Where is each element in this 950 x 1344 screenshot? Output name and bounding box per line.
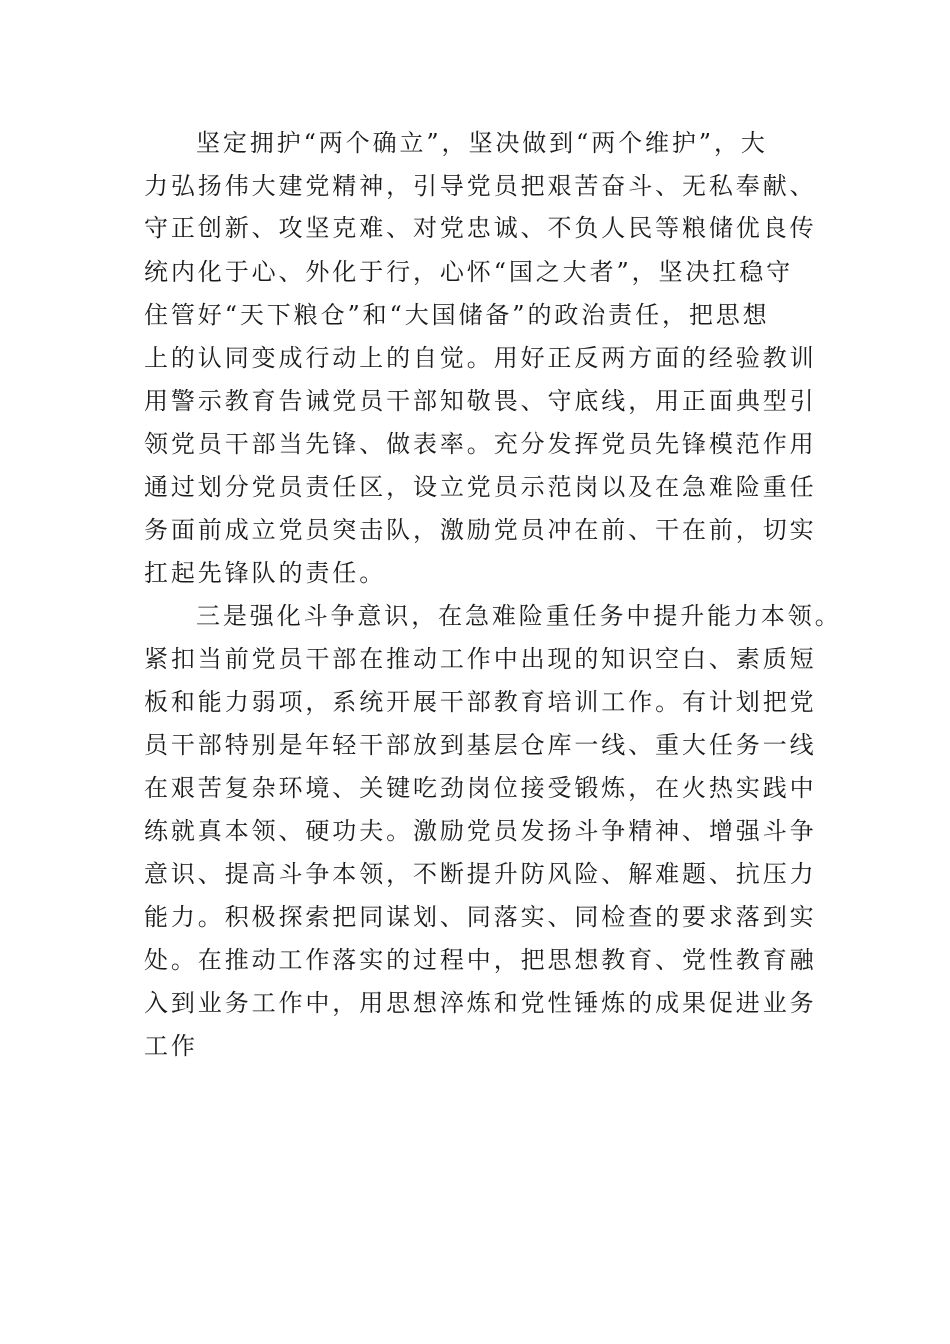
paragraph-line: 力弘扬伟大建党精神，引导党员把艰苦奋斗、无私奉献、 (144, 172, 817, 200)
paragraph-line: 入到业务工作中，用思想淬炼和党性锤炼的成果促进业务 (144, 989, 817, 1017)
paragraph-line: 处。在推动工作落实的过程中，把思想教育、党性教育融 (144, 946, 817, 974)
paragraph-line: 紧扣当前党员干部在推动工作中出现的知识空白、素质短 (144, 645, 817, 673)
paragraph-line: 住管好“天下粮仓”和“大国储备”的政治责任，把思想 (144, 301, 770, 329)
paragraph-line: 上的认同变成行动上的自觉。用好正反两方面的经验教训 (144, 344, 817, 372)
paragraph-line: 扛起先锋队的责任。 (144, 559, 387, 587)
paragraph-line: 板和能力弱项，系统开展干部教育培训工作。有计划把党 (144, 688, 817, 716)
paragraph-line: 在艰苦复杂环境、关键吃劲岗位接受锻炼，在火热实践中 (144, 774, 817, 802)
paragraph-line: 务面前成立党员突击队，激励党员冲在前、干在前，切实 (144, 516, 817, 544)
paragraph-line: 意识、提高斗争本领，不断提升防风险、解难题、抗压力 (144, 860, 817, 888)
paragraph-line: 三是强化斗争意识，在急难险重任务中提升能力本领。 (196, 602, 842, 630)
paragraph-line: 统内化于心、外化于行，心怀“国之大者”，坚决扛稳守 (144, 258, 794, 286)
paragraph-line: 用警示教育告诫党员干部知敬畏、守底线，用正面典型引 (144, 387, 817, 415)
paragraph-line: 坚定拥护“两个确立”，坚决做到“两个维护”，大 (196, 129, 768, 157)
paragraph-line: 工作 (144, 1032, 198, 1060)
paragraph-line: 守正创新、攻坚克难、对党忠诚、不负人民等粮储优良传 (144, 214, 817, 242)
paragraph-line: 练就真本领、硬功夫。激励党员发扬斗争精神、增强斗争 (144, 817, 817, 845)
paragraph-line: 能力。积极探索把同谋划、同落实、同检查的要求落到实 (144, 903, 817, 931)
paragraph-line: 领党员干部当先锋、做表率。充分发挥党员先锋模范作用 (144, 430, 817, 458)
paragraph-line: 通过划分党员责任区，设立党员示范岗以及在急难险重任 (144, 473, 817, 501)
paragraph-line: 员干部特别是年轻干部放到基层仓库一线、重大任务一线 (144, 731, 817, 759)
